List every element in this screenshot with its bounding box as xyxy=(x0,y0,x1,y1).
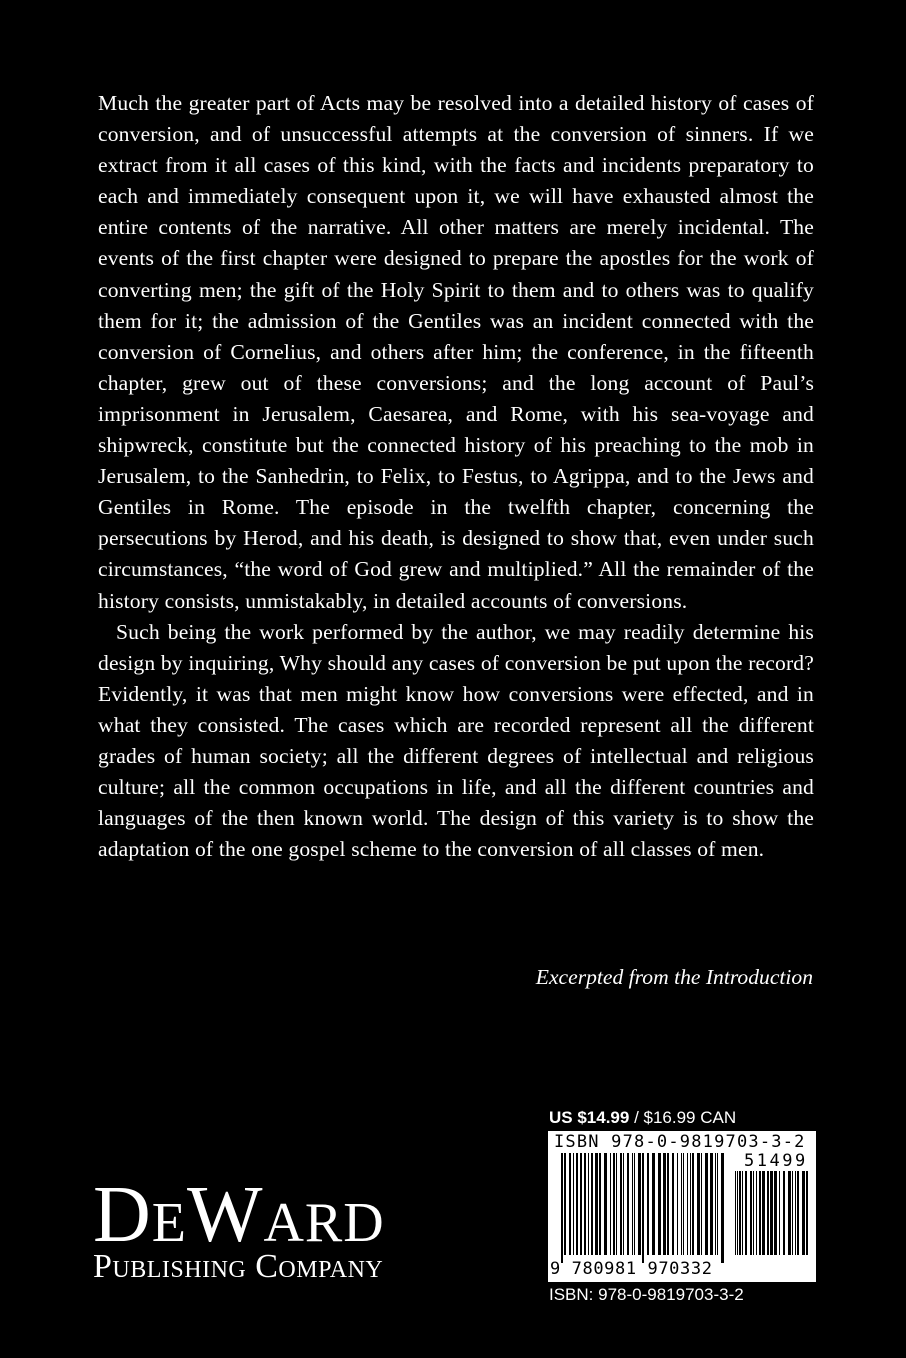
barcode-bar xyxy=(739,1171,741,1255)
barcode-bar xyxy=(663,1153,666,1255)
barcode-bar xyxy=(735,1171,736,1255)
barcode-bar xyxy=(658,1153,661,1255)
barcode-bar xyxy=(742,1171,743,1255)
barcode-box xyxy=(548,1131,816,1282)
barcode-bar xyxy=(599,1153,601,1255)
barcode-price-code: 51499 xyxy=(744,1151,808,1171)
barcode-bar xyxy=(642,1153,644,1263)
barcode-bar xyxy=(588,1153,589,1255)
barcode-bar xyxy=(783,1171,785,1255)
barcode-bar xyxy=(779,1171,780,1255)
barcode-bar xyxy=(753,1171,754,1255)
barcode-bar xyxy=(638,1153,641,1255)
barcode-bar xyxy=(672,1153,674,1255)
barcode-bar xyxy=(613,1153,615,1255)
barcode-bar xyxy=(737,1171,738,1255)
barcode-bar xyxy=(569,1153,571,1255)
barcode-bar xyxy=(690,1153,691,1255)
barcode-bar xyxy=(750,1171,752,1255)
barcode-digits: 9 780981 970332 xyxy=(550,1259,713,1279)
barcode-bar xyxy=(745,1171,747,1255)
publisher-subtitle: Publishing Company xyxy=(93,1248,384,1285)
barcode-bar xyxy=(620,1153,622,1255)
barcode-bar xyxy=(647,1153,649,1255)
barcode-bar xyxy=(681,1153,682,1255)
barcode-bar xyxy=(797,1171,799,1255)
barcode-bar xyxy=(632,1153,633,1255)
barcode-bar xyxy=(697,1153,700,1255)
barcode-bar xyxy=(610,1153,611,1255)
publisher-name: DeWard xyxy=(93,1171,385,1259)
barcode-bar xyxy=(652,1153,655,1255)
barcode-bar xyxy=(767,1171,769,1255)
excerpt-attribution: Excerpted from the Introduction xyxy=(535,965,813,989)
barcode-bar xyxy=(788,1171,791,1255)
barcode-bar xyxy=(792,1171,793,1255)
barcode-bar xyxy=(774,1171,777,1255)
price-us: US $14.99 xyxy=(549,1108,630,1127)
barcode-bar xyxy=(683,1153,684,1255)
barcode-bar xyxy=(759,1171,761,1255)
barcode-isbn-text: ISBN 978-0-9819703-3-2 xyxy=(554,1132,806,1152)
barcode-bar xyxy=(806,1171,808,1255)
barcode-bar xyxy=(710,1153,713,1255)
barcode-bar xyxy=(623,1153,624,1255)
barcode-bar xyxy=(687,1153,688,1255)
price-label xyxy=(549,1108,736,1128)
paragraph-1: Much the greater part of Acts may be resolved into a detailed history of cases of conversion, and of unsuccessful attempts at the conversion of sinners. If we extract from it all cases of this kind, with the facts and incidents preparatory to each and immediately consequent upon it, we will have exhausted almost the entire contents of the narrative. All other matters are merely incidental. The events of the first chapter were designed to prepare the apostles for the work of converting men; the gift of the Holy Spirit to them and to others was to qualify them for it; the admission of the Gentiles was an incident connected with the conversion of Cornelius, and others after him; the conference, in the fifteenth chapter, grew out of these conversions; and the long account of Paul’s imprisonment in Jerusalem, Caesarea, and Rome, with his sea-voyage and shipwreck, constitute but the connected history of his preaching to the mob in Jerusalem, to the Sanhedrin, to Felix, to Festus, to Agrippa, and to the Jews and Gentiles in Rome. The episode in the twelfth chapter, concerning the persecutions by Herod, and his death, is designed to show that, even under such circumstances, “the word of God grew and multiplied.” All the remainder of the history consists, unmistakably, in detailed accounts of conversions. xyxy=(98,91,814,613)
barcode-bar xyxy=(580,1153,582,1255)
ean-barcode xyxy=(560,1153,726,1263)
paragraph-2: Such being the work performed by the author, we may readily determine his design by inquiring, Why should any cases of conversion be put upon the record? Evidently, it was that men might know how conversions were effected, and in what they consisted. The cases which are recorded represent all the different grades of human society; all the different degrees of intellectual and religious culture; all the common occupations in life, and all the different countries and languages of the then known world. The design of this variety is to show the adaptation of the one gospel scheme to the conversion of all classes of men. xyxy=(98,619,814,862)
barcode-bar xyxy=(692,1153,694,1255)
barcode-bar xyxy=(591,1153,593,1255)
barcode-bar xyxy=(802,1171,805,1255)
barcode-bar xyxy=(762,1171,765,1255)
barcode-bar xyxy=(721,1153,724,1263)
barcode-bar xyxy=(717,1153,718,1255)
barcode-bar xyxy=(576,1153,578,1255)
barcode-bar xyxy=(705,1153,708,1255)
barcode-bar xyxy=(667,1153,669,1255)
barcode-bar xyxy=(573,1153,574,1255)
barcode-bar xyxy=(584,1153,586,1255)
barcode-bar xyxy=(564,1153,566,1255)
addon-barcode xyxy=(734,1171,810,1263)
barcode-bar xyxy=(701,1153,702,1255)
barcode-bar xyxy=(595,1153,598,1255)
barcode-bar xyxy=(604,1153,607,1255)
back-cover-text xyxy=(98,88,814,865)
publisher-logo xyxy=(93,1171,423,1285)
barcode-bar xyxy=(715,1153,716,1255)
barcode-bar xyxy=(677,1153,678,1255)
price-can: / $16.99 CAN xyxy=(629,1108,737,1127)
barcode-bar xyxy=(795,1171,796,1255)
isbn-label: ISBN: 978-0-9819703-3-2 xyxy=(549,1285,744,1304)
barcode-bar xyxy=(616,1153,617,1255)
barcode-bar xyxy=(770,1171,773,1255)
barcode-bar xyxy=(561,1153,563,1263)
barcode-bar xyxy=(756,1171,757,1255)
barcode-bar xyxy=(634,1153,635,1255)
barcode-bar xyxy=(627,1153,629,1255)
